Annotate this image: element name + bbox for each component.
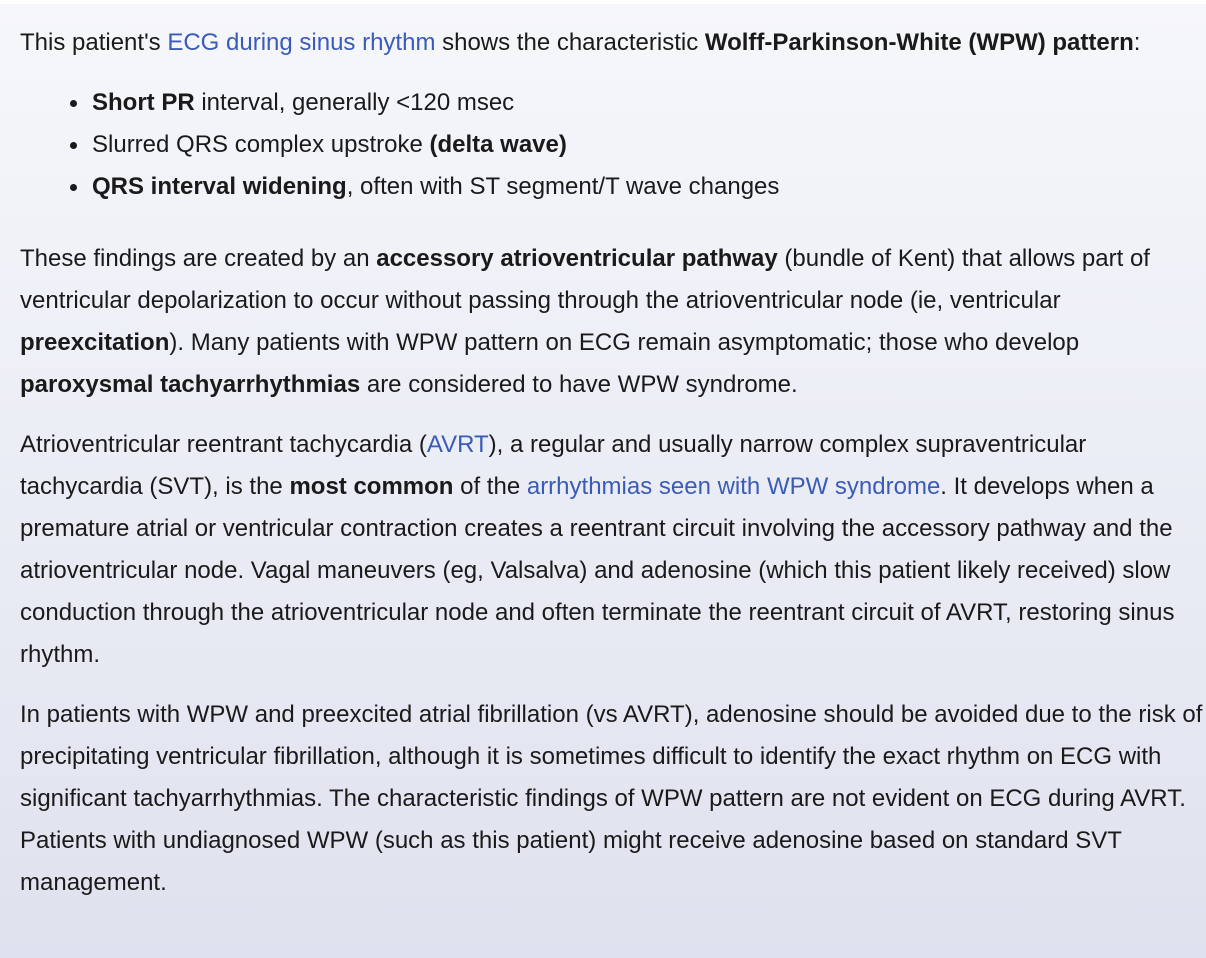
intro-text-3: : [1133,29,1141,56]
link-avrt[interactable]: AVRT [426,431,489,458]
bullet-text: Slurred QRS complex upstroke [92,131,430,158]
para-text: In patients with WPW and preexcited atrial fibrillation (vs AVRT), adenosine should be avoided due to the risk of precipitating ventricular fibrillation, although it is sometimes difficult to identify the exact rhythm on ECG with significant tachyarrhythmias. The characteristic findings of WPW pattern are not evident on ECG during AVRT. Patients with undiagnosed WPW (such as this patient) might receive adenosine based on standard SVT management. [20,701,1203,896]
bullet-bold: QRS interval widening [92,173,347,200]
para-text: of the [453,473,527,500]
para-text: ), a regular and usually narrow complex supraventricular tachycardia (SVT), is the [20,431,1087,500]
link-arrhythmias-wpw[interactable]: arrhythmias seen with WPW syndrome [526,473,941,500]
bullet-dot [70,100,77,107]
link-ecg-sinus-rhythm[interactable]: ECG during sinus rhythm [167,29,436,56]
bullet-bold: (delta wave) [429,131,567,158]
bullet-text: interval, generally <120 msec [194,89,515,116]
intro-text-1: This patient's [20,29,168,56]
intro-bold-wpw-pattern: Wolff-Parkinson-White (WPW) pattern [704,29,1134,56]
intro-paragraph [20,22,1206,64]
para-bold: accessory atrioventricular pathway [376,245,778,272]
para-text: (bundle of Kent) that allows part of ventricular depolarization to occur without passing through the atrioventricular node (ie, ventricular [20,245,1150,314]
findings-list [20,82,1206,208]
intro-text-2: shows the characteristic [435,29,705,56]
avrt-paragraph [20,424,1206,676]
para-text: Atrioventricular reentrant tachycardia ( [20,431,427,458]
para-text: ). Many patients with WPW pattern on ECG remain asymptomatic; those who develop [169,329,1080,356]
para-bold: preexcitation [20,329,170,356]
para-text: . It develops when a premature atrial or ventricular contraction creates a reentrant circuit involving the accessory pathway and the atrioventricular node. Vagal maneuvers (eg, Valsalva) and adenosine (which this patient likely received) slow conduction through the atrioventricular node and often terminate the reentrant circuit of AVRT, restoring sinus rhythm. [20,473,1175,668]
para-bold: paroxysmal tachyarrhythmias [20,371,361,398]
bullet-dot [70,142,77,149]
bullet-dot [70,184,77,191]
list-item [92,82,1206,124]
top-divider [0,0,1206,4]
bullet-bold: Short PR [92,89,195,116]
pathway-paragraph [20,238,1206,406]
para-text: are considered to have WPW syndrome. [360,371,798,398]
bullet-text: , often with ST segment/T wave changes [346,173,780,200]
adenosine-paragraph [20,694,1206,904]
para-text: These findings are created by an [20,245,377,272]
list-item [92,124,1206,166]
para-bold: most common [289,473,454,500]
list-item [92,166,1206,208]
